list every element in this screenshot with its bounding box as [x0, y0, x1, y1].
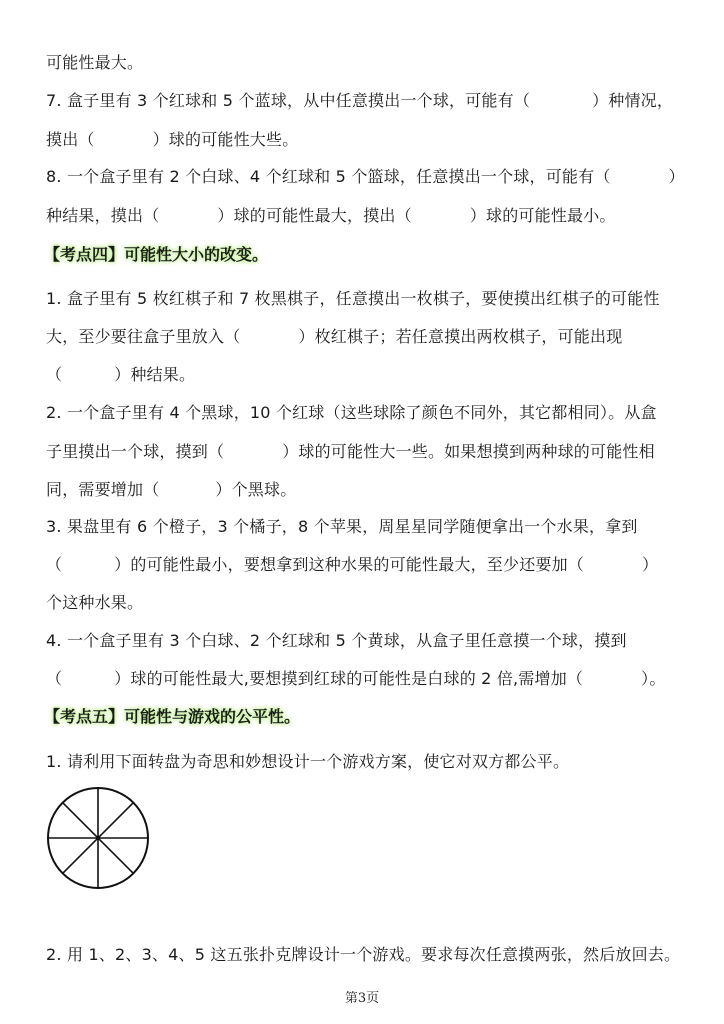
- continuation-text: 可能性最大。: [46, 53, 144, 72]
- question-8-line-1: [46, 167, 685, 187]
- s4-question-3-line-1: 3. 果盘里有 6 个橙子，3 个橘子，8 个苹果，周星星同学随便拿出一个水果，拿到: [46, 517, 638, 536]
- question-text: ）球的可能性最大,要想摸到红球的可能性是白球的 2 倍,需增加（: [114, 669, 584, 688]
- question-text: ）种情况，: [592, 91, 674, 110]
- question-text: （: [46, 365, 63, 384]
- question-text: 8. 一个盒子里有 2 个白球、4 个红球和 5 个篮球，任意摸出一个球，可能有（: [46, 167, 611, 186]
- question-text: 摸出（: [46, 130, 95, 149]
- question-text: ）种结果。: [114, 365, 196, 384]
- s4-question-1-line-3: [46, 365, 195, 385]
- page-number: 第3页: [344, 991, 380, 1006]
- s4-question-2-line-1: 2. 一个盒子里有 4 个黑球，10 个红球（这些球除了颜色不同外，其它都相同）。从盒: [46, 403, 657, 422]
- s4-question-2-line-2: [46, 442, 655, 462]
- question-text: 大，至少要往盒子里放入（: [46, 327, 241, 346]
- question-text: （: [46, 669, 63, 688]
- question-7-line-1: [46, 91, 673, 111]
- s4-question-3-line-2: [46, 555, 658, 575]
- s4-question-1-line-2: [46, 327, 622, 347]
- s4-question-3-line-3: 个这种水果。: [46, 593, 144, 612]
- spinner-wheel-icon: [46, 786, 150, 890]
- question-text: 同，需要增加（: [46, 480, 160, 499]
- question-text: ）球的可能性最大，摸出（: [217, 206, 412, 225]
- section-4-heading: 【考点四】可能性大小的改变。: [44, 245, 269, 264]
- question-text: 种结果，摸出（: [46, 206, 160, 225]
- section-5-heading: 【考点五】可能性与游戏的公平性。: [44, 707, 301, 726]
- question-text: ）枚红棋子；若任意摸出两枚棋子，可能出现: [298, 327, 623, 346]
- s4-question-2-line-3: [46, 480, 296, 500]
- question-text: ）球的可能性大些。: [152, 130, 299, 149]
- s4-question-4-line-2: [46, 669, 666, 689]
- question-text: ）: [668, 167, 685, 186]
- question-text: ）个黑球。: [215, 480, 297, 499]
- s5-question-1: 1. 请利用下面转盘为奇思和妙想设计一个游戏方案，使它对双方都公平。: [46, 752, 570, 771]
- question-text: ）球的可能性最小。: [469, 206, 616, 225]
- question-text: ）: [642, 555, 659, 574]
- question-8-line-2: [46, 206, 616, 226]
- question-text: 7. 盒子里有 3 个红球和 5 个蓝球，从中任意摸出一个球，可能有（: [46, 91, 531, 110]
- question-text: ）的可能性最小，要想拿到这种水果的可能性最大，至少还要加（: [114, 555, 585, 574]
- question-text: （: [46, 555, 63, 574]
- s4-question-1-line-1: 1. 盒子里有 5 枚红棋子和 7 枚黑棋子，任意摸出一枚棋子，要使摸出红棋子的可能性: [46, 289, 660, 308]
- s4-question-4-line-1: 4. 一个盒子里有 3 个白球、2 个红球和 5 个黄球，从盒子里任意摸一个球，摸到: [46, 631, 627, 650]
- question-text: ）。: [641, 669, 666, 688]
- question-text: 子里摸出一个球，摸到（: [46, 442, 225, 461]
- s5-question-2: 2. 用 1、2、3、4、5 这五张扑克牌设计一个游戏。要求每次任意摸两张，然后放回去。: [46, 945, 681, 964]
- question-7-line-2: [46, 130, 298, 150]
- question-text: ）球的可能性大一些。如果想摸到两种球的可能性相: [282, 442, 655, 461]
